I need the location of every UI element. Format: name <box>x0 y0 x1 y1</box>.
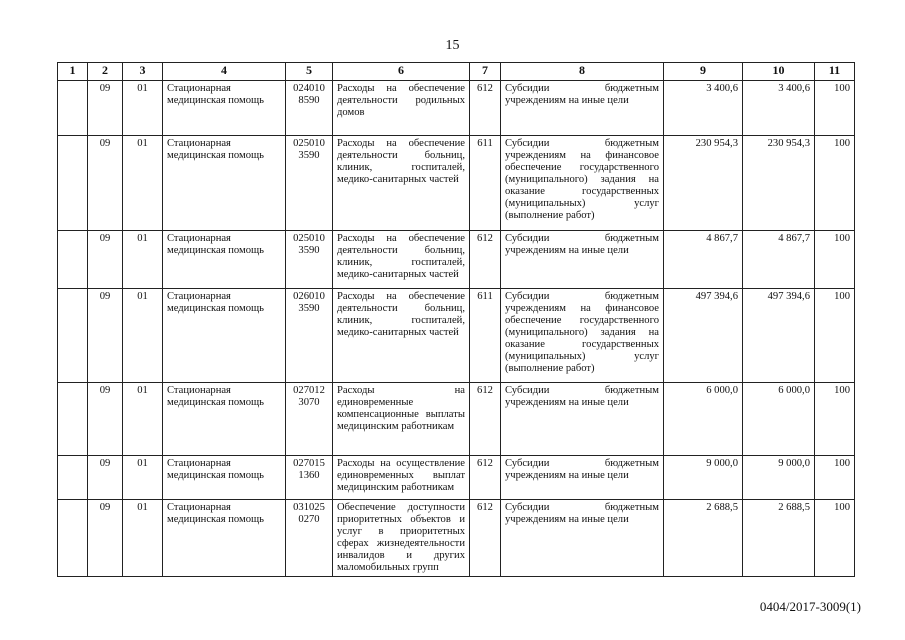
column-header: 8 <box>501 63 664 81</box>
column-header: 10 <box>743 63 815 81</box>
section-code: 09 <box>88 136 123 231</box>
page-number: 15 <box>445 38 460 53</box>
subsection-name: Стационарная медицинская помощь <box>163 81 286 136</box>
planned-amount: 6 000,0 <box>664 383 743 456</box>
column-header: 5 <box>286 63 333 81</box>
row-column-1 <box>58 289 88 383</box>
execution-percent: 100 <box>815 500 855 577</box>
subsection-name: Стационарная медицинская помощь <box>163 289 286 383</box>
target-article-code-part-1: 031025 <box>293 502 325 513</box>
table-row <box>58 456 855 500</box>
target-article-code-part-1: 026010 <box>293 291 325 302</box>
section-code: 09 <box>88 231 123 289</box>
section-code: 09 <box>88 456 123 500</box>
expense-type-code: 611 <box>470 136 501 231</box>
header-row <box>58 63 855 81</box>
expense-type-name: Субсидии бюджетным учреждениям на иные цели <box>501 500 664 577</box>
execution-percent: 100 <box>815 383 855 456</box>
target-article-code-part-2: 3070 <box>298 397 320 408</box>
expense-type-name: Субсидии бюджетным учреждениям на иные цели <box>501 383 664 456</box>
row-column-1 <box>58 231 88 289</box>
target-article-code-part-2: 0270 <box>298 514 320 525</box>
target-article-name: Расходы на обеспечение деятельности больниц, клиник, госпиталей, медико-санитарных частей <box>333 231 470 289</box>
target-article-code-part-2: 3590 <box>298 303 320 314</box>
planned-amount: 230 954,3 <box>664 136 743 231</box>
target-article-code <box>286 456 333 500</box>
target-article-code-part-2: 1360 <box>298 470 320 481</box>
executed-amount: 6 000,0 <box>743 383 815 456</box>
row-column-1 <box>58 383 88 456</box>
budget-table <box>57 62 855 577</box>
target-article-code-part-1: 024010 <box>293 83 325 94</box>
table-row <box>58 231 855 289</box>
target-article-code <box>286 383 333 456</box>
planned-amount: 497 394,6 <box>664 289 743 383</box>
expense-type-code: 612 <box>470 456 501 500</box>
subsection-code: 01 <box>123 500 163 577</box>
expense-type-name: Субсидии бюджетным учреждениям на финансовое обеспечение государственного (муниципального) задания на оказание государственных (муниципальных) услуг (выполнение работ) <box>501 289 664 383</box>
row-column-1 <box>58 456 88 500</box>
row-column-1 <box>58 81 88 136</box>
row-column-1 <box>58 136 88 231</box>
expense-type-name: Субсидии бюджетным учреждениям на иные цели <box>501 231 664 289</box>
target-article-code-part-1: 027012 <box>293 385 325 396</box>
table-row <box>58 383 855 456</box>
executed-amount: 497 394,6 <box>743 289 815 383</box>
execution-percent: 100 <box>815 136 855 231</box>
target-article-code-part-2: 3590 <box>298 150 320 161</box>
column-header: 1 <box>58 63 88 81</box>
column-header: 9 <box>664 63 743 81</box>
target-article-code-part-1: 025010 <box>293 233 325 244</box>
subsection-code: 01 <box>123 456 163 500</box>
column-header: 2 <box>88 63 123 81</box>
target-article-code <box>286 500 333 577</box>
expense-type-code: 612 <box>470 500 501 577</box>
subsection-code: 01 <box>123 289 163 383</box>
target-article-code-part-1: 027015 <box>293 458 325 469</box>
planned-amount: 9 000,0 <box>664 456 743 500</box>
target-article-code-part-2: 8590 <box>298 95 320 106</box>
target-article-name: Расходы на обеспечение деятельности больниц, клиник, госпиталей, медико-санитарных частей <box>333 136 470 231</box>
section-code: 09 <box>88 383 123 456</box>
subsection-name: Стационарная медицинская помощь <box>163 456 286 500</box>
subsection-name: Стационарная медицинская помощь <box>163 383 286 456</box>
expense-type-code: 611 <box>470 289 501 383</box>
subsection-code: 01 <box>123 136 163 231</box>
target-article-code <box>286 289 333 383</box>
column-header: 4 <box>163 63 286 81</box>
table-row <box>58 81 855 136</box>
execution-percent: 100 <box>815 456 855 500</box>
planned-amount: 3 400,6 <box>664 81 743 136</box>
executed-amount: 3 400,6 <box>743 81 815 136</box>
execution-percent: 100 <box>815 81 855 136</box>
planned-amount: 2 688,5 <box>664 500 743 577</box>
target-article-name: Расходы на единовременные компенсационные выплаты медицинским работникам <box>333 383 470 456</box>
execution-percent: 100 <box>815 289 855 383</box>
subsection-code: 01 <box>123 81 163 136</box>
table-body <box>58 81 855 577</box>
table-row <box>58 289 855 383</box>
section-code: 09 <box>88 289 123 383</box>
planned-amount: 4 867,7 <box>664 231 743 289</box>
target-article-code-part-1: 025010 <box>293 138 325 149</box>
expense-type-code: 612 <box>470 81 501 136</box>
column-header: 11 <box>815 63 855 81</box>
executed-amount: 2 688,5 <box>743 500 815 577</box>
target-article-name: Обеспечение доступности приоритетных объектов и услуг в приоритетных сферах жизнедеятельности инвалидов и других маломобильных групп <box>333 500 470 577</box>
expense-type-name: Субсидии бюджетным учреждениям на иные цели <box>501 456 664 500</box>
expense-type-name: Субсидии бюджетным учреждениям на финансовое обеспечение государственного (муниципального) задания на оказание государственных (муниципальных) услуг (выполнение работ) <box>501 136 664 231</box>
subsection-code: 01 <box>123 383 163 456</box>
section-code: 09 <box>88 500 123 577</box>
column-header: 3 <box>123 63 163 81</box>
section-code: 09 <box>88 81 123 136</box>
subsection-name: Стационарная медицинская помощь <box>163 136 286 231</box>
subsection-name: Стационарная медицинская помощь <box>163 500 286 577</box>
target-article-code <box>286 231 333 289</box>
table-row <box>58 500 855 577</box>
row-column-1 <box>58 500 88 577</box>
document-code: 0404/2017-3009(1) <box>759 599 861 614</box>
target-article-code-part-2: 3590 <box>298 245 320 256</box>
subsection-name: Стационарная медицинская помощь <box>163 231 286 289</box>
executed-amount: 230 954,3 <box>743 136 815 231</box>
expense-type-name: Субсидии бюджетным учреждениям на иные цели <box>501 81 664 136</box>
target-article-code <box>286 136 333 231</box>
target-article-name: Расходы на обеспечение деятельности больниц, клиник, госпиталей, медико-санитарных частей <box>333 289 470 383</box>
table-row <box>58 136 855 231</box>
executed-amount: 4 867,7 <box>743 231 815 289</box>
executed-amount: 9 000,0 <box>743 456 815 500</box>
subsection-code: 01 <box>123 231 163 289</box>
column-header: 7 <box>470 63 501 81</box>
column-header: 6 <box>333 63 470 81</box>
target-article-name: Расходы на обеспечение деятельности родильных домов <box>333 81 470 136</box>
target-article-name: Расходы на осуществление единовременных выплат медицинским работникам <box>333 456 470 500</box>
execution-percent: 100 <box>815 231 855 289</box>
expense-type-code: 612 <box>470 383 501 456</box>
target-article-code <box>286 81 333 136</box>
expense-type-code: 612 <box>470 231 501 289</box>
